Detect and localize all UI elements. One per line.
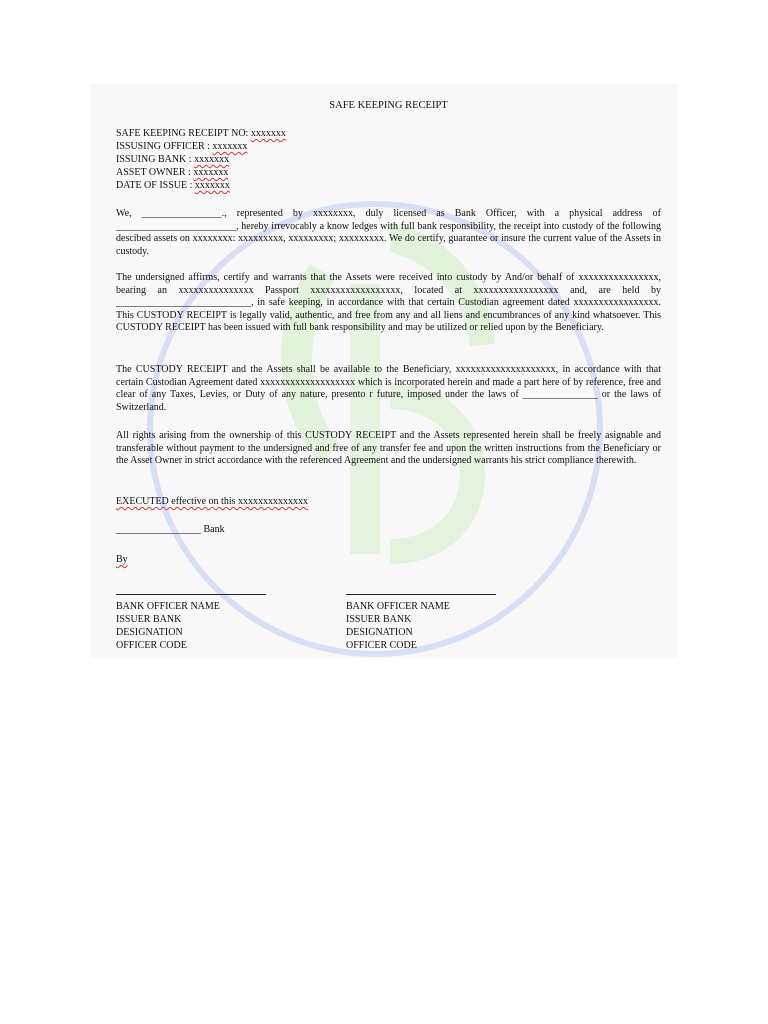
asset-owner-field: ASSET OWNER : xxxxxxx <box>116 167 229 178</box>
date-of-issue-field: DATE OF ISSUE : xxxxxxx <box>116 180 230 191</box>
header-fields <box>116 128 286 193</box>
officer-code: OFFICER CODE <box>346 640 417 651</box>
paragraph-3: The CUSTODY RECEIPT and the Assets shall be available to the Beneficiary, xxxxxxxxxxxxxxxxxxxx, in accordance with that certain Custodian Agreement dated xxxxxxxxxxxxxxxxxxx which is incorporated herein and made a part here of by reference, free and clear of any Taxes, Levies, or Duty of any nature, presento r future, imposed under the laws of _______________ or the laws of Switzerland. <box>116 364 661 413</box>
designation: DESIGNATION <box>346 627 413 638</box>
issuer-bank: ISSUER BANK <box>346 614 412 625</box>
receipt-no-field: SAFE KEEPING RECEIPT NO: xxxxxxx <box>116 128 286 139</box>
bank-officer-name: BANK OFFICER NAME <box>346 601 450 612</box>
scanned-document <box>90 84 678 658</box>
paragraph-4: All rights arising from the ownership of this CUSTODY RECEIPT and the Assets represented herein shall be freely asignable and transferable without payment to the undersigned and free of any transfer fee and upon the written instructions from the Beneficiary or the Asset Owner in strict accordance with the referenced Agreement and the undersigned warrants his strict compliance therewith. <box>116 430 661 467</box>
executed-line: EXECUTED effective on this xxxxxxxxxxxxxx <box>116 496 309 507</box>
officer-code: OFFICER CODE <box>116 640 187 651</box>
issuing-bank-field: ISSUING BANK : xxxxxxx <box>116 154 230 165</box>
paragraph-2: The undersigned affirms, certify and warrants that the Assets were received into custody by And/or behalf of xxxxxxxxxxxxxxxx, bearing an xxxxxxxxxxxxxxx Passport xxxxxxxxxxxxxxxxxx, located at xxxxxxxxxxxxxxxxx and, are held by ___________________________, in safe keeping, in accordance with that certain Custodian agreement dated xxxxxxxxxxxxxxxxx. This CUSTODY RECEIPT is legally valid, authentic, and free from any and all liens and encumbrances of any kind whatsoever. This CUSTODY RECEIPT has been issued with full bank responsibility and may be utilized or relied upon by the Beneficiary. <box>116 272 661 334</box>
issuer-bank: ISSUER BANK <box>116 614 182 625</box>
bank-officer-name: BANK OFFICER NAME <box>116 601 220 612</box>
signature-block-left <box>116 594 266 653</box>
by-label: By <box>116 554 128 565</box>
issuing-officer-field: ISSUSING OFFICER : xxxxxxx <box>116 141 248 152</box>
signature-line <box>116 594 266 601</box>
signature-line <box>346 594 496 601</box>
signature-block-right <box>346 594 496 653</box>
paragraph-1: We, ________________., represented by xxxxxxxx, duly licensed as Bank Officer, with a physical address of ________________________, hereby irrevocably a know ledges with full bank responsibility, the receipt into custody of the following descibed assets on xxxxxxxx: xxxxxxxxx, xxxxxxxxx; xxxxxxxxx. We do certify, guarantee or insure the current value of the Assets in custody. <box>116 208 661 257</box>
bank-line: _________________ Bank <box>116 524 225 535</box>
designation: DESIGNATION <box>116 627 183 638</box>
document-title: SAFE KEEPING RECEIPT <box>329 100 448 111</box>
